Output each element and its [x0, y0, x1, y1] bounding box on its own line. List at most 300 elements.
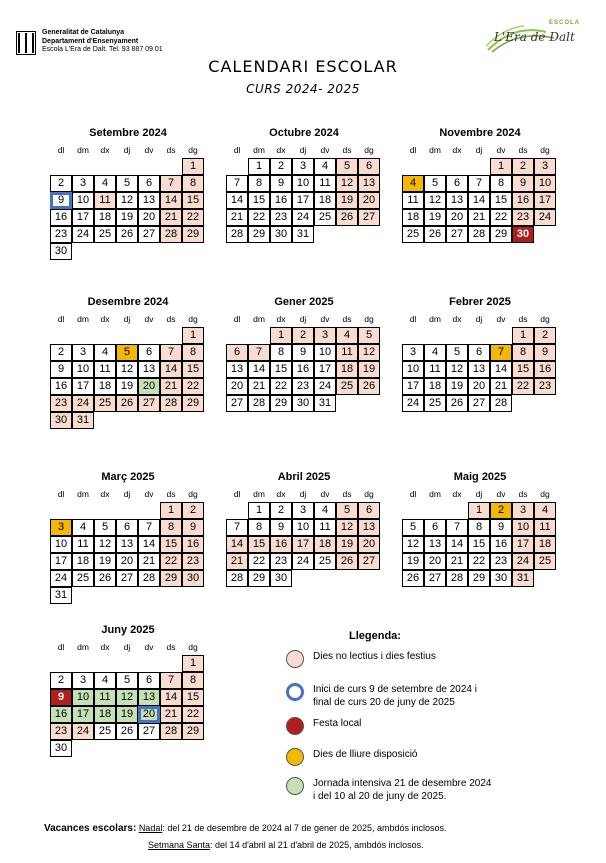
weekday-label: dl [409, 314, 417, 324]
day-cell: 26 [424, 226, 446, 243]
weekday-label: dm [253, 145, 265, 155]
day-cell: 30 [50, 412, 72, 429]
day-cell: 1 [182, 655, 204, 672]
day-cell: 15 [182, 689, 204, 706]
day-cell: 1 [160, 502, 182, 519]
weekday-label: dl [57, 489, 65, 499]
legend-item [286, 717, 553, 735]
legend-item [286, 748, 553, 766]
weekday-label: dv [144, 314, 154, 324]
legend-item [286, 777, 553, 803]
day-cell: 7 [226, 175, 248, 192]
weekday-label: dg [540, 314, 550, 324]
vacances-setmana-santa [148, 840, 424, 850]
day-cell: 5 [116, 672, 138, 689]
day-cell: 20 [138, 378, 160, 395]
day-cell: 25 [314, 553, 336, 570]
day-cell: 10 [512, 519, 534, 536]
day-cell: 3 [50, 519, 72, 536]
day-grid [50, 327, 206, 435]
day-cell: 14 [160, 689, 182, 706]
day-cell: 6 [138, 175, 160, 192]
weekday-label: dj [475, 489, 483, 499]
weekday-label: ds [166, 314, 176, 324]
day-cell: 14 [468, 192, 490, 209]
weekday-label: dx [276, 489, 286, 499]
day-cell: 20 [138, 706, 160, 723]
day-cell: 7 [138, 519, 160, 536]
legend-circle-icon [286, 683, 304, 701]
day-cell: 12 [116, 192, 138, 209]
day-cell: 24 [292, 209, 314, 226]
day-cell: 15 [182, 192, 204, 209]
day-cell: 31 [72, 412, 94, 429]
day-cell: 15 [270, 361, 292, 378]
day-cell: 6 [358, 158, 380, 175]
day-cell: 1 [270, 327, 292, 344]
day-cell: 29 [468, 570, 490, 587]
day-cell: 9 [50, 361, 72, 378]
day-cell: 23 [50, 723, 72, 740]
day-cell: 21 [226, 553, 248, 570]
day-cell: 30 [292, 395, 314, 412]
day-cell: 2 [50, 344, 72, 361]
day-cell: 30 [490, 570, 512, 587]
day-cell: 1 [490, 158, 512, 175]
day-cell: 30 [50, 243, 72, 260]
day-cell: 16 [490, 536, 512, 553]
day-cell: 24 [292, 553, 314, 570]
month-title: Setembre 2024 [89, 127, 167, 139]
vacances-label: Vacances escolars: [44, 823, 137, 834]
weekday-header [50, 143, 206, 157]
weekday-label: dj [123, 145, 131, 155]
day-cell: 5 [336, 502, 358, 519]
day-cell: 4 [314, 158, 336, 175]
day-grid [226, 502, 382, 610]
weekday-label: dm [253, 489, 265, 499]
weekday-label: dg [540, 489, 550, 499]
day-cell: 4 [94, 344, 116, 361]
day-cell: 21 [248, 378, 270, 395]
day-cell: 2 [270, 502, 292, 519]
day-cell: 19 [116, 378, 138, 395]
day-cell: 9 [50, 689, 72, 706]
day-cell: 24 [534, 209, 556, 226]
day-cell: 5 [358, 327, 380, 344]
day-cell: 17 [72, 378, 94, 395]
day-cell: 11 [94, 361, 116, 378]
day-cell: 11 [424, 361, 446, 378]
day-cell: 18 [94, 209, 116, 226]
day-cell: 6 [358, 502, 380, 519]
day-cell: 9 [270, 175, 292, 192]
weekday-header [402, 487, 558, 501]
day-cell: 16 [182, 536, 204, 553]
day-cell: 13 [446, 192, 468, 209]
day-cell: 31 [512, 570, 534, 587]
day-cell: 7 [468, 175, 490, 192]
day-cell: 9 [182, 519, 204, 536]
day-cell: 2 [512, 158, 534, 175]
weekday-label: dx [100, 642, 110, 652]
legend-circle-icon [286, 777, 304, 795]
day-cell: 26 [116, 395, 138, 412]
day-cell: 10 [72, 361, 94, 378]
day-cell: 21 [160, 378, 182, 395]
day-cell: 18 [424, 378, 446, 395]
weekday-label: ds [518, 314, 528, 324]
day-cell: 22 [490, 209, 512, 226]
day-cell: 21 [468, 209, 490, 226]
weekday-label: dv [144, 642, 154, 652]
day-cell: 28 [226, 226, 248, 243]
day-cell: 23 [50, 395, 72, 412]
day-cell: 3 [72, 344, 94, 361]
day-cell: 9 [512, 175, 534, 192]
day-cell: 11 [72, 536, 94, 553]
weekday-label: dv [144, 489, 154, 499]
day-cell: 27 [138, 226, 160, 243]
day-cell: 29 [182, 395, 204, 412]
day-cell: 4 [94, 175, 116, 192]
day-grid [226, 327, 382, 435]
day-cell: 21 [138, 553, 160, 570]
day-cell: 26 [94, 570, 116, 587]
header-institution [42, 29, 163, 55]
day-cell: 14 [226, 536, 248, 553]
day-grid [402, 502, 558, 610]
weekday-label: dx [100, 314, 110, 324]
day-cell: 9 [292, 344, 314, 361]
month-feb [402, 295, 558, 435]
month-title: Febrer 2025 [449, 296, 511, 308]
legend-text: Jornada intensiva 21 de desembre 2024 i del 10 al 20 de juny de 2025. [313, 778, 492, 802]
day-cell: 5 [336, 158, 358, 175]
legend-text: Inici de curs 9 de setembre de 2024 i final de curs 20 de juny de 2025 [313, 684, 477, 708]
weekday-label: ds [166, 489, 176, 499]
weekday-label: ds [342, 489, 352, 499]
day-cell: 13 [226, 361, 248, 378]
day-cell: 13 [116, 536, 138, 553]
day-cell: 31 [314, 395, 336, 412]
day-cell: 10 [50, 536, 72, 553]
day-cell: 20 [424, 553, 446, 570]
weekday-label: dl [57, 642, 65, 652]
weekday-label: dg [364, 145, 374, 155]
day-cell: 21 [490, 378, 512, 395]
day-cell: 25 [72, 570, 94, 587]
day-cell: 12 [116, 361, 138, 378]
day-cell: 1 [468, 502, 490, 519]
day-cell: 26 [336, 553, 358, 570]
weekday-label: dl [233, 314, 241, 324]
weekday-label: dj [123, 642, 131, 652]
day-cell: 29 [490, 226, 512, 243]
day-cell: 9 [490, 519, 512, 536]
day-cell: 7 [446, 519, 468, 536]
weekday-label: dj [475, 314, 483, 324]
day-cell: 4 [94, 672, 116, 689]
day-cell: 1 [248, 158, 270, 175]
school-logo-name: L'Era de Dalt [494, 30, 575, 44]
day-cell: 2 [534, 327, 556, 344]
day-cell: 5 [402, 519, 424, 536]
day-cell: 4 [402, 175, 424, 192]
weekday-label: dl [57, 314, 65, 324]
day-cell: 7 [160, 344, 182, 361]
day-cell: 30 [512, 226, 534, 243]
day-cell: 3 [402, 344, 424, 361]
day-cell: 7 [160, 672, 182, 689]
day-cell: 28 [138, 570, 160, 587]
legend-item [286, 683, 553, 709]
day-cell: 14 [138, 536, 160, 553]
day-cell: 25 [314, 209, 336, 226]
day-cell: 24 [72, 723, 94, 740]
day-cell: 10 [72, 689, 94, 706]
school-logo [484, 20, 584, 56]
day-cell: 30 [270, 226, 292, 243]
day-cell: 26 [336, 209, 358, 226]
day-grid [50, 158, 206, 266]
header-line: Escola L'Era de Dalt. Tel. 93 887 09 01 [42, 46, 163, 53]
day-cell: 8 [270, 344, 292, 361]
day-cell: 8 [512, 344, 534, 361]
day-cell: 28 [490, 395, 512, 412]
day-cell: 11 [336, 344, 358, 361]
day-cell: 12 [336, 175, 358, 192]
day-cell: 26 [402, 570, 424, 587]
day-cell: 30 [270, 570, 292, 587]
day-cell: 19 [94, 553, 116, 570]
weekday-label: dm [429, 314, 441, 324]
day-cell: 12 [402, 536, 424, 553]
legend-circle-icon [286, 717, 304, 735]
day-cell: 26 [358, 378, 380, 395]
day-cell: 15 [160, 536, 182, 553]
weekday-header [50, 312, 206, 326]
day-cell: 25 [402, 226, 424, 243]
page-title: CALENDARI ESCOLAR [208, 57, 398, 76]
day-cell: 20 [358, 192, 380, 209]
weekday-label: dm [429, 489, 441, 499]
day-cell: 2 [270, 158, 292, 175]
day-cell: 10 [72, 192, 94, 209]
day-cell: 24 [72, 395, 94, 412]
month-des [50, 295, 206, 435]
day-cell: 28 [160, 723, 182, 740]
day-cell: 12 [358, 344, 380, 361]
day-cell: 8 [182, 672, 204, 689]
weekday-label: ds [342, 145, 352, 155]
day-cell: 17 [292, 192, 314, 209]
day-cell: 18 [94, 706, 116, 723]
day-cell: 13 [138, 689, 160, 706]
day-cell: 27 [468, 395, 490, 412]
day-cell: 5 [424, 175, 446, 192]
legend-circle-icon [286, 748, 304, 766]
day-cell: 3 [292, 502, 314, 519]
month-set [50, 126, 206, 266]
setmana-santa-label: Setmana Santa [148, 840, 211, 850]
day-cell: 12 [446, 361, 468, 378]
weekday-header [402, 143, 558, 157]
day-cell: 17 [292, 536, 314, 553]
day-cell: 11 [402, 192, 424, 209]
day-cell: 3 [72, 175, 94, 192]
day-cell: 11 [94, 689, 116, 706]
day-cell: 26 [116, 226, 138, 243]
weekday-label: dx [276, 145, 286, 155]
day-cell: 15 [182, 361, 204, 378]
day-cell: 13 [424, 536, 446, 553]
day-cell: 27 [424, 570, 446, 587]
month-oct [226, 126, 382, 266]
day-cell: 15 [468, 536, 490, 553]
day-cell: 28 [226, 570, 248, 587]
day-cell: 22 [248, 553, 270, 570]
day-cell: 17 [534, 192, 556, 209]
day-cell: 28 [248, 395, 270, 412]
day-cell: 18 [314, 192, 336, 209]
weekday-label: dj [299, 489, 307, 499]
day-cell: 25 [336, 378, 358, 395]
weekday-label: dg [540, 145, 550, 155]
weekday-header [402, 312, 558, 326]
day-cell: 29 [160, 570, 182, 587]
legend-item [286, 650, 553, 668]
day-cell: 25 [534, 553, 556, 570]
weekday-header [226, 487, 382, 501]
day-cell: 13 [358, 519, 380, 536]
day-cell: 2 [50, 175, 72, 192]
day-cell: 15 [248, 192, 270, 209]
day-grid [402, 327, 558, 435]
day-cell: 22 [468, 553, 490, 570]
day-cell: 18 [94, 378, 116, 395]
day-cell: 17 [402, 378, 424, 395]
weekday-label: dj [123, 314, 131, 324]
day-cell: 29 [182, 723, 204, 740]
day-cell: 27 [138, 395, 160, 412]
day-cell: 19 [446, 378, 468, 395]
weekday-label: dv [496, 145, 506, 155]
day-cell: 26 [446, 395, 468, 412]
day-cell: 12 [94, 536, 116, 553]
day-cell: 22 [182, 378, 204, 395]
day-cell: 14 [160, 361, 182, 378]
weekday-label: ds [342, 314, 352, 324]
day-cell: 9 [270, 519, 292, 536]
day-cell: 13 [138, 192, 160, 209]
day-cell: 15 [490, 192, 512, 209]
nadal-text: : del 21 de desembre de 2024 al 7 de gener de 2025, ambdós inclosos. [162, 823, 447, 833]
day-cell: 22 [182, 706, 204, 723]
month-title: Novembre 2024 [439, 127, 521, 139]
day-cell: 25 [94, 226, 116, 243]
month-title: Gener 2025 [274, 296, 334, 308]
weekday-label: dx [100, 489, 110, 499]
day-cell: 8 [160, 519, 182, 536]
day-cell: 13 [138, 361, 160, 378]
day-cell: 3 [534, 158, 556, 175]
nadal-label: Nadal [138, 823, 163, 833]
weekday-label: dv [496, 489, 506, 499]
day-cell: 7 [160, 175, 182, 192]
month-abr [226, 470, 382, 610]
weekday-label: dl [57, 145, 65, 155]
day-cell: 14 [490, 361, 512, 378]
day-cell: 12 [336, 519, 358, 536]
weekday-label: dv [320, 314, 330, 324]
day-cell: 22 [512, 378, 534, 395]
day-cell: 4 [534, 502, 556, 519]
day-cell: 6 [446, 175, 468, 192]
day-cell: 8 [248, 175, 270, 192]
day-cell: 23 [182, 553, 204, 570]
day-cell: 21 [160, 706, 182, 723]
day-cell: 4 [424, 344, 446, 361]
legend-circle-icon [286, 650, 304, 668]
day-cell: 2 [50, 672, 72, 689]
day-cell: 28 [446, 570, 468, 587]
day-cell: 25 [94, 723, 116, 740]
day-cell: 27 [138, 723, 160, 740]
day-cell: 14 [226, 192, 248, 209]
weekday-label: dg [188, 489, 198, 499]
day-cell: 14 [160, 192, 182, 209]
day-cell: 7 [248, 344, 270, 361]
day-cell: 19 [116, 209, 138, 226]
day-cell: 2 [292, 327, 314, 344]
day-cell: 8 [182, 175, 204, 192]
day-cell: 18 [314, 536, 336, 553]
day-cell: 21 [446, 553, 468, 570]
day-cell: 9 [50, 192, 72, 209]
weekday-label: ds [518, 489, 528, 499]
weekday-label: dl [409, 145, 417, 155]
day-cell: 2 [490, 502, 512, 519]
day-cell: 3 [72, 672, 94, 689]
day-cell: 16 [50, 378, 72, 395]
day-cell: 13 [468, 361, 490, 378]
month-title: Març 2025 [101, 471, 155, 483]
month-mar [50, 470, 206, 610]
weekday-label: dv [144, 145, 154, 155]
month-title: Juny 2025 [101, 624, 155, 636]
day-cell: 24 [314, 378, 336, 395]
day-cell: 10 [314, 344, 336, 361]
day-cell: 26 [116, 723, 138, 740]
weekday-label: dv [496, 314, 506, 324]
day-cell: 16 [512, 192, 534, 209]
day-cell: 12 [116, 689, 138, 706]
day-cell: 20 [358, 536, 380, 553]
day-cell: 7 [226, 519, 248, 536]
day-cell: 6 [424, 519, 446, 536]
day-cell: 10 [402, 361, 424, 378]
school-logo-small: ESCOLA [548, 20, 580, 26]
day-cell: 29 [248, 226, 270, 243]
weekday-label: ds [166, 642, 176, 652]
day-cell: 5 [116, 344, 138, 361]
day-cell: 24 [512, 553, 534, 570]
day-cell: 18 [72, 553, 94, 570]
day-cell: 29 [248, 570, 270, 587]
generalitat-logo [16, 31, 36, 55]
day-cell: 5 [116, 175, 138, 192]
